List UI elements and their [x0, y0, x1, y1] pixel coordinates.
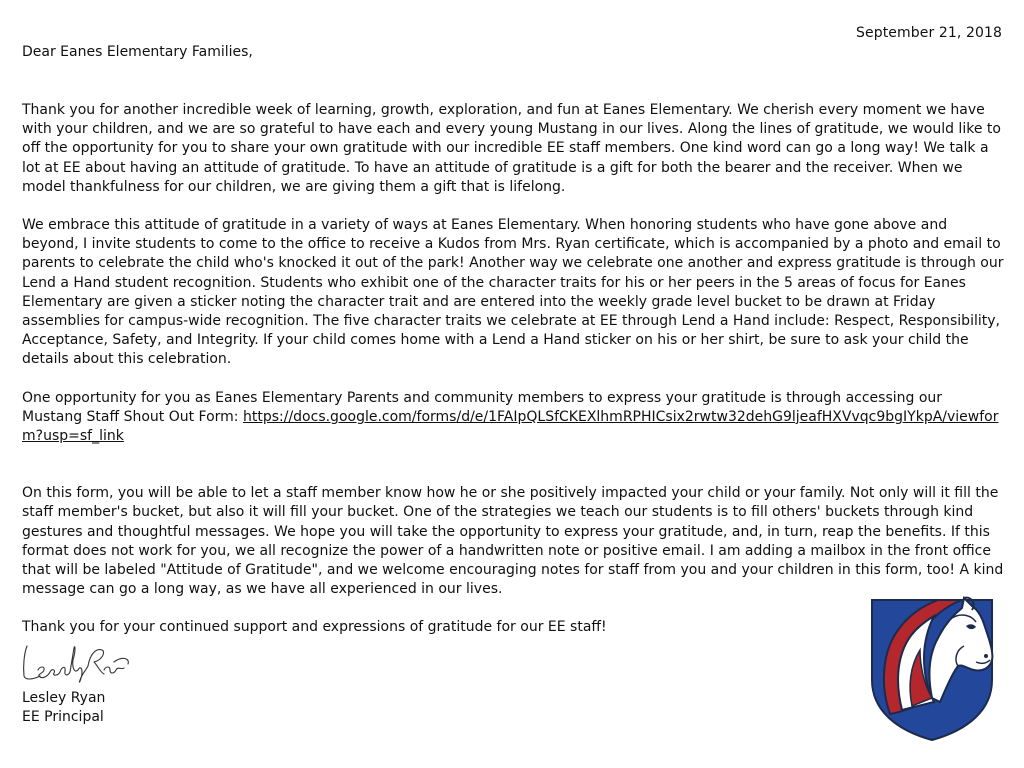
letter-date: September 21, 2018 [856, 25, 1002, 41]
salutation: Dear Eanes Elementary Families, [22, 44, 253, 60]
shout-out-form-intro: One opportunity for you as Eanes Elementary Parents and community members to express your gratitude is through accessing our Mustang Staff Shout Out Form: [22, 389, 943, 425]
letter-body [22, 101, 1004, 657]
signer-name: Lesley Ryan [22, 690, 106, 706]
paragraph-thank-you: Thank you for your continued support and expressions of gratitude for our EE staff! [22, 619, 607, 636]
shout-out-form-link[interactable]: https://docs.google.com/forms/d/e/1FAIpQLSfCKEXlhmRPHICsix2rwtw32dehG9ljeafHXVvqc9bgIYkpA/viewform?usp=sf_link [22, 408, 999, 445]
paragraph-recognition: We embrace this attitude of gratitude in a variety of ways at Eanes Elementary. When honoring students who have gone above and beyond, I invite students to come to the office to receive a Kudos from Mrs. Ryan certificate, which is accompanied by a photo and email to parents to celebrate the child who's knocked it out of the park! Another way we celebrate one another and express gratitude is through our Lend a Hand student recognition. Students who exhibit one of the character traits for his or her peers in the 5 areas of focus for Eanes Elementary are given a sticker noting the character trait and are entered into the weekly grade level bucket to be drawn at Friday assemblies for campus-wide recognition. The five character traits we celebrate at EE through Lend a Hand include: Respect, Responsibility, Acceptance, Safety, and Integrity. If your child comes home with a Lend a Hand sticker on his or her shirt, be sure to ask your child the details about this celebration. [22, 217, 1004, 368]
paragraph-gratitude-intro: Thank you for another incredible week of learning, growth, exploration, and fun at Eanes Elementary. We cherish every moment we have with your children, and we are so grateful to have each and every young Mustang in our lives. Along the lines of gratitude, we would like to off the opportunity for you to share your own gratitude with our incredible EE staff members. One kind word can go a long way! We talk a lot at EE about having an attitude of gratitude. To have an attitude of gratitude is a gift for both the bearer and the receiver. When we model thankfulness for our children, we are giving them a gift that is lifelong. [22, 102, 1001, 195]
paragraph-shout-out-form [22, 389, 1004, 447]
handwritten-signature [18, 640, 130, 684]
paragraph-form-details: On this form, you will be able to let a staff member know how he or she positively impacted your child or your family. Not only will it fill the staff member's bucket, but also it will fill your bucket. One of the strategies we teach our students is to fill others' buckets through kind gestures and thoughtful messages. We hope you will take the opportunity to express your gratitude, and, in turn, reap the benefits. If this format does not work for you, we all recognize the power of a handwritten note or positive email. I am adding a mailbox in the front office that will be labeled "Attitude of Gratitude", and we welcome encouraging notes for staff from you and your children in this form, too! A kind message can go a long way, as we have all experienced in our lives. [22, 485, 1004, 598]
signer-title: EE Principal [22, 709, 104, 725]
mustang-horse-shield-icon [868, 594, 996, 742]
